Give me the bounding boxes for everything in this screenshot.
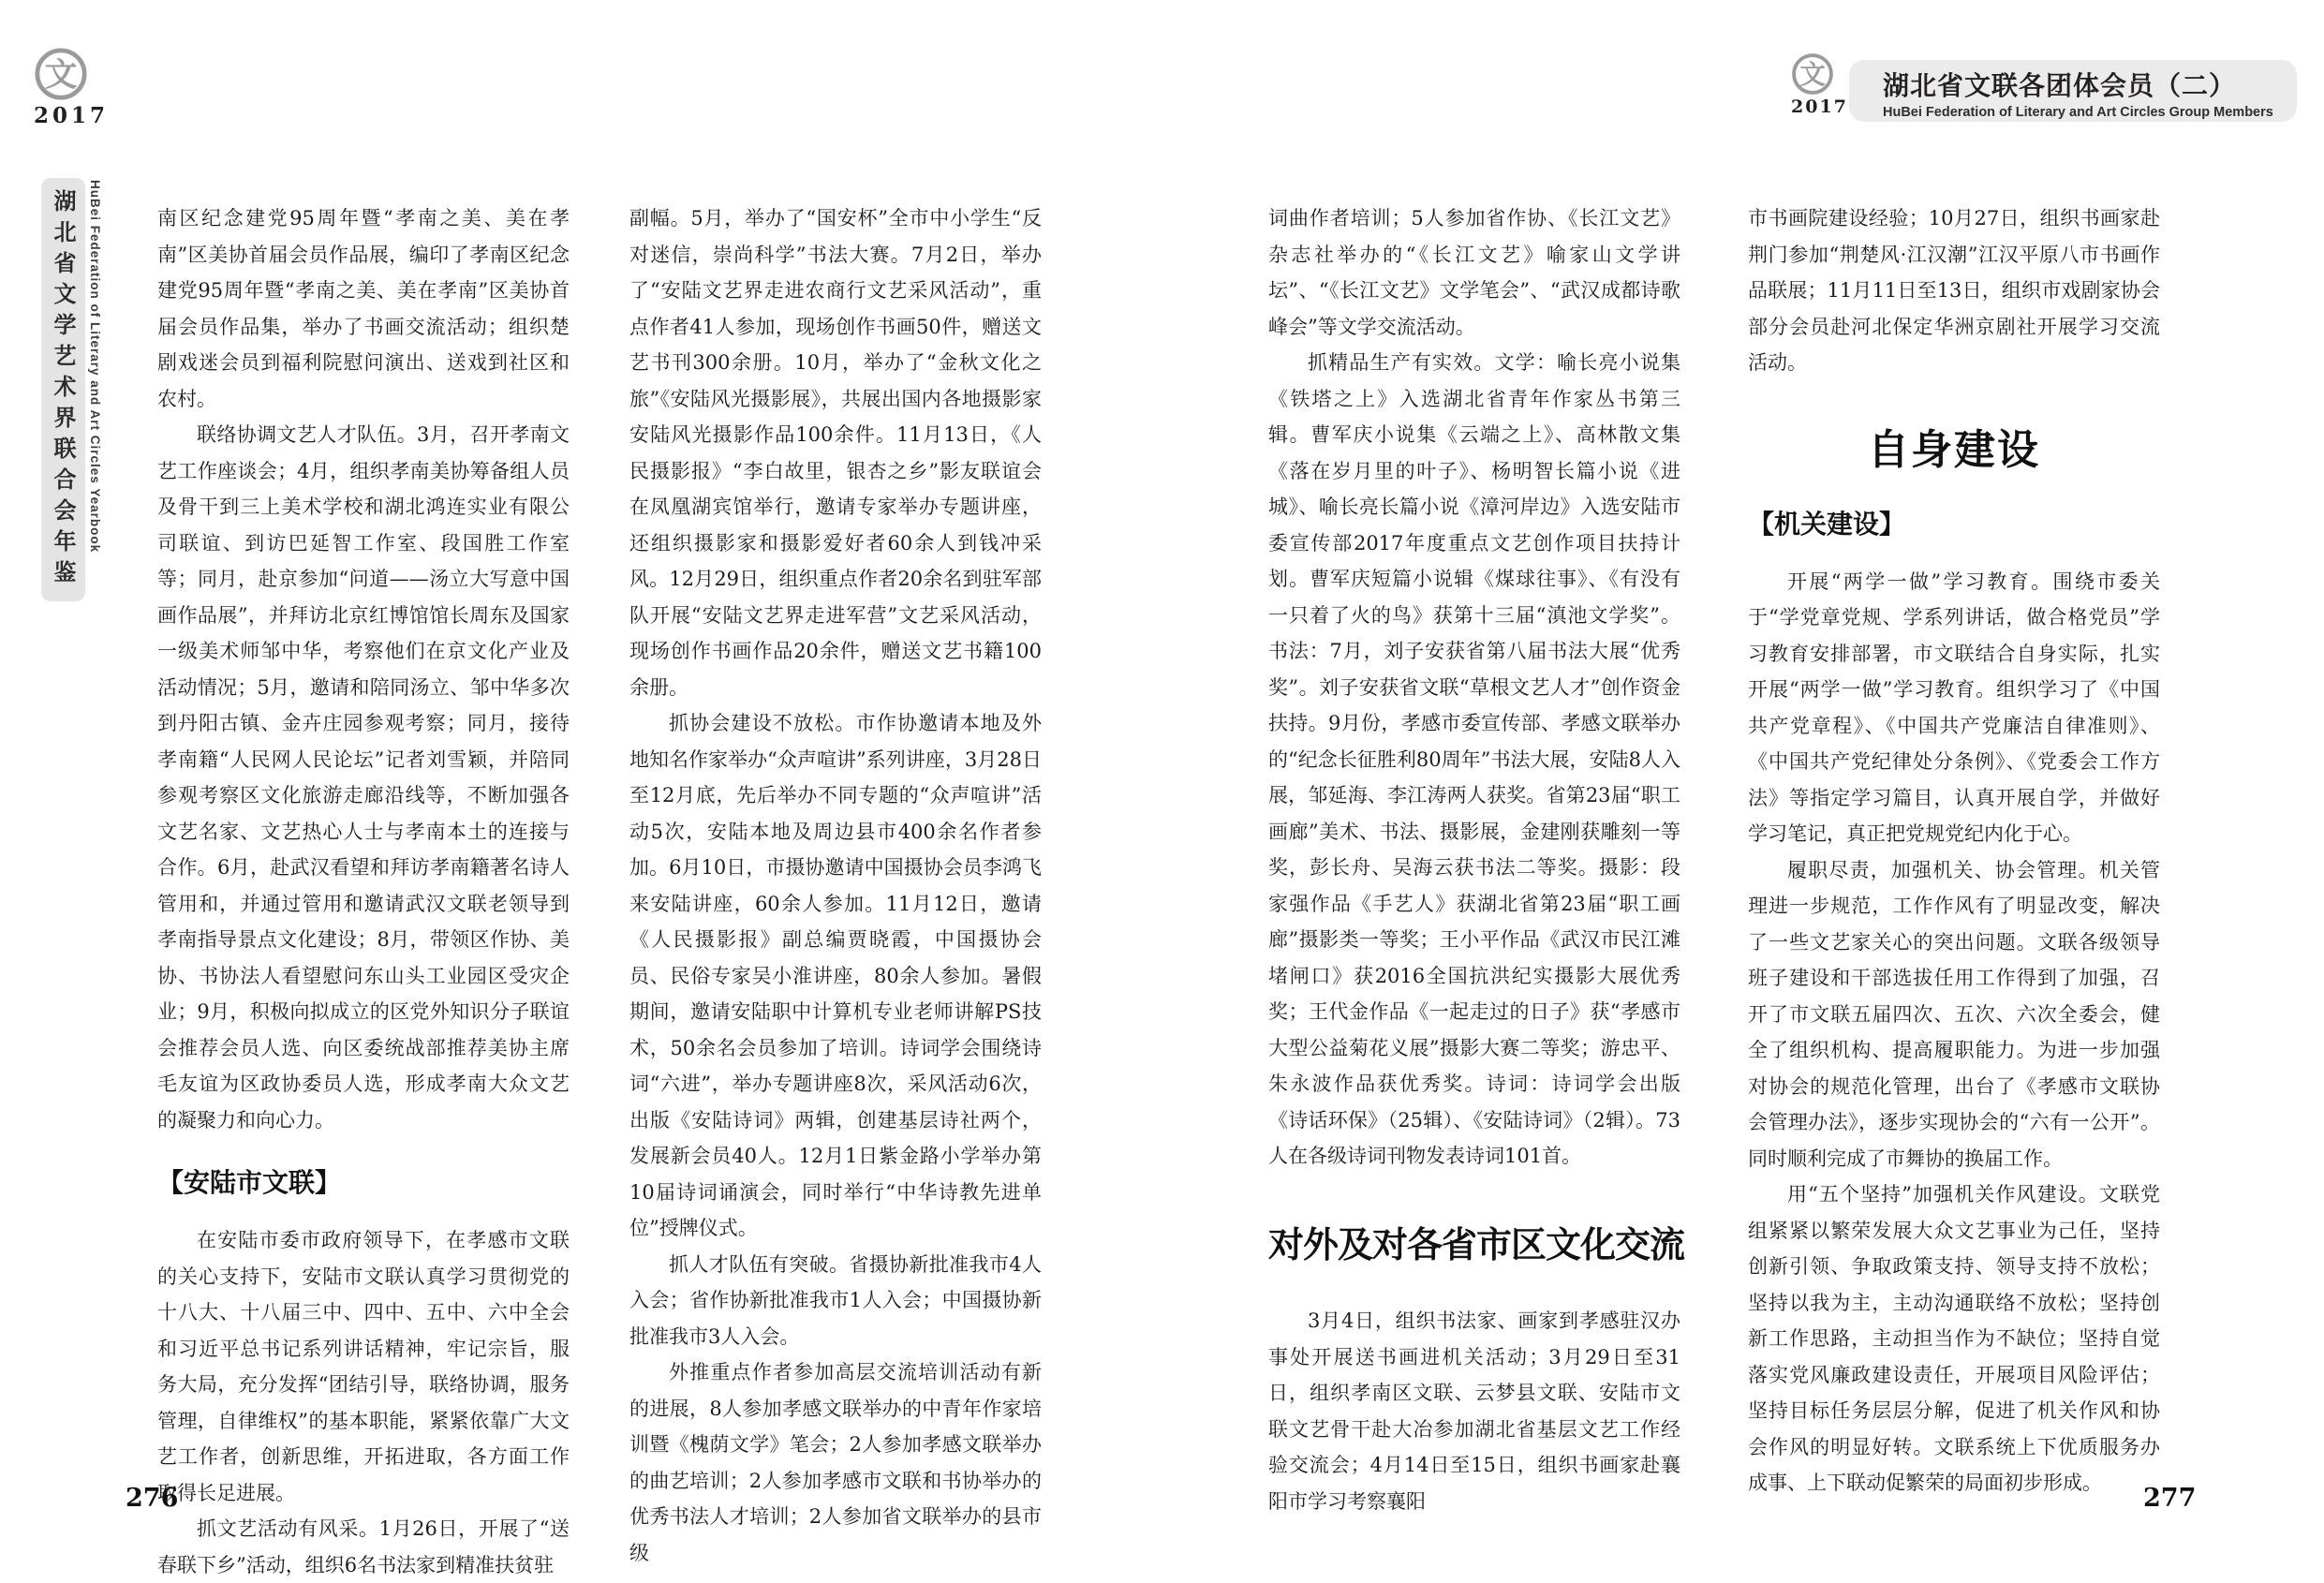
text-column-4 — [1748, 200, 2160, 1502]
page-number-left: 276 — [126, 1484, 179, 1513]
section-heading-self-construction: 自身建设 — [1868, 425, 2040, 474]
yearbook-title-cn: 湖北省文学艺术界联合会年鉴 — [50, 188, 77, 591]
body-paragraph: 抓协会建设不放松。市作协邀请本地及外地知名作家举办“众声喧讲”系列讲座，3月28日至12月底，先后举办不同专题的“众声喧讲”活动5次，安陆本地及周边县市400余名作者参加。6月10日，市摄协邀请中国摄协会员李鸿飞来安陆讲座，60余人参加。11月12日，邀请《人民摄影报》副总编贾晓霞，中国摄协会员、民俗专家吴小淮讲座，80余人参加。暑假期间，邀请安陆职中计算机专业老师讲解PS技术，50余名会员参加了培训。诗词学会围绕诗词“六进”，举办专题讲座8次，采风活动6次，出版《安陆诗词》两辑，创建基层诗社两个，发展新会员40人。12月1日紫金路小学举办第10届诗词诵演会，同时举行“中华诗教先进单位”授牌仪式。 — [629, 712, 1042, 1239]
body-paragraph: 南区纪念建党95周年暨“孝南之美、美在孝南”区美协首届会员作品展，编印了孝南区纪念建党95周年暨“孝南之美、美在孝南”区美协首届会员作品集，举办了书画交流活动；组织楚剧戏迷会员到福利院慰问演出、送戏到社区和农村。 — [157, 207, 570, 410]
svg-text:文: 文 — [1799, 58, 1826, 90]
yearbook-logo — [34, 47, 110, 128]
body-paragraph: 词曲作者培训；5人参加省作协、《长江文艺》杂志社举办的“《长江文艺》喻家山文学讲坛”、“《长江文艺》文学笔会”、“武汉成都诗歌峰会”等文学交流活动。 — [1268, 207, 1680, 338]
body-paragraph: 开展“两学一做”学习教育。围绕市委关于“学党章党规、学系列讲话，做合格党员”学习教育安排部署，市文联结合自身实际，扎实开展“两学一做”学习教育。组织学习了《中国共产党章程》、《中国共产党廉洁自律准则》、《中国共产党纪律处分条例》、《党委会工作方法》等指定学习篇目，认真开展自学，并做好学习笔记，真正把党规党纪内化于心。 — [1748, 570, 2160, 846]
body-paragraph: 履职尽责，加强机关、协会管理。机关管理进一步规范，工作作风有了明显改变，解决了一些文艺家关心的突出问题。文联各级领导班子建设和干部选拔任用工作得到了加强，召开了市文联五届四次、五次、六次全委会，健全了组织机构、提高履职能力。为进一步加强对协会的规范化管理，出台了《孝感市文联协会管理办法》，逐步实现协会的“六有一公开”。同时顺利完成了市舞协的换届工作。 — [1748, 858, 2160, 1170]
entry-heading-anlu-federation: 【安陆市文联】 — [157, 1167, 342, 1198]
body-paragraph: 抓精品生产有实效。文学：喻长亮小说集《铁塔之上》入选湖北省青年作家丛书第三辑。曹军庆小说集《云端之上》、高林散文集《落在岁月里的叶子》、杨明智长篇小说《进城》、喻长亮长篇小说《漳河岸边》入选安陆市委宣传部2017年度重点文艺创作项目扶持计划。曹军庆短篇小说辑《煤球往事》、《有没有一只着了火的鸟》获第十三届“滇池文学奖”。书法：7月，刘子安获省第八届书法大展“优秀奖”。刘子安获省文联“草根文艺人才”创作资金扶持。9月份，孝感市委宣传部、孝感文联举办的“纪念长征胜利80周年”书法大展，安陆8人入展，邹延海、李江涛两人获奖。省第23届“职工画廊”美术、书法、摄影展，金建刚获雕刻一等奖，彭长舟、吴海云获书法二等奖。摄影：段家强作品《手艺人》获湖北省第23届“职工画廊”摄影类一等奖；王小平作品《武汉市民江滩堵闸口》获2016全国抗洪纪实摄影大展优秀奖；王代金作品《一起走过的日子》获“孝感市大型公益菊花义展”摄影大赛二等奖；游忠平、朱永波作品获优秀奖。诗词：诗词学会出版《诗话环保》（25辑）、《安陆诗词》（2辑）。73人在各级诗词刊物发表诗词101首。 — [1268, 351, 1680, 1167]
body-paragraph: 抓人才队伍有突破。省摄协新批准我市4人入会；省作协新批准我市1人入会；中国摄协新批准我市3人入会。 — [629, 1252, 1042, 1348]
text-column-3 — [1268, 200, 1685, 1519]
entry-heading-organ-construction: 【机关建设】 — [1748, 508, 1906, 540]
text-column-1 — [157, 200, 570, 1583]
body-paragraph: 抓文艺活动有风采。1月26日，开展了“送春联下乡”活动，组织6名书法家到精准扶贫驻 — [157, 1517, 570, 1576]
body-paragraph: 副幅。5月，举办了“国安杯”全市中小学生“反对迷信，崇尚科学”书法大赛。7月2日，举办了“安陆文艺界走进农商行文艺采风活动”，重点作者41人参加，现场创作书画50件，赠送文艺书刊300余册。10月，举办了“金秋文化之旅”《安陆风光摄影展》，共展出国内各地摄影家安陆风光摄影作品100余件。11月13日，《人民摄影报》“李白故里，银杏之乡”影友联谊会在凤凰湖宾馆举行，邀请专家举办专题讲座，还组织摄影家和摄影爱好者60余人到钱冲采风。12月29日，组织重点作者20余名到驻军部队开展“安陆文艺界走进军营”文艺采风活动，现场创作书画作品20余件，赠送文艺书籍100余册。 — [629, 207, 1042, 699]
chapter-header-bar — [1849, 60, 2297, 122]
body-paragraph: 3月4日，组织书法家、画家到孝感驻汉办事处开展送书画进机关活动；3月29日至31日，组织孝南区文联、云梦县文联、安陆市文联文艺骨干赴大冶参加湖北省基层文艺工作经验交流会；4月14日至15日，组织书画家赴襄阳市学习考察襄阳 — [1268, 1309, 1680, 1513]
body-paragraph: 在安陆市委市政府领导下，在孝感市文联的关心支持下，安陆市文联认真学习贯彻党的十八大、十八届三中、四中、五中、六中全会和习近平总书记系列讲话精神，牢记宗旨，服务大局，充分发挥“团结引导，联络协调，服务管理，自律维权”的基本职能，紧紧依靠广大文艺工作者，创新思维，开拓进取，各方面工作取得长足进展。 — [157, 1229, 570, 1504]
body-paragraph: 用“五个坚持”加强机关作风建设。文联党组紧紧以繁荣发展大众文艺事业为己任，坚持创新引领、争取政策支持、领导支持不放松；坚持以我为主，主动沟通联络不放松；坚持创新工作思路，主动担当作为不缺位；坚持自觉落实党风廉政建设责任，开展项目风险评估；坚持目标任务层层分解，促进了机关作风和协会作风的明显好转。文联系统上下优质服务办成事、上下联动促繁荣的局面初步形成。 — [1748, 1183, 2160, 1495]
section-heading-external-exchange: 对外及对各省市区文化交流 — [1268, 1223, 1685, 1265]
chapter-title-en: HuBei Federation of Literary and Art Circles Group Members — [1883, 105, 2273, 120]
federation-emblem-icon — [34, 47, 88, 101]
svg-text:文: 文 — [44, 55, 78, 95]
body-paragraph: 外推重点作者参加高层交流培训活动有新的进展，8人参加孝感文联举办的中青年作家培训暨《槐荫文学》笔会；2人参加孝感文联举办的曲艺培训；2人参加孝感市文联和书协举办的优秀书法人才培训；2人参加省文联举办的县市级 — [629, 1361, 1042, 1564]
chapter-logo — [1791, 52, 1848, 117]
sidebar-title-bar — [41, 178, 85, 601]
yearbook-title-en: HuBei Federation of Literary and Art Circles Yearbook — [88, 180, 102, 554]
year-label: 2017 — [34, 103, 110, 128]
body-paragraph: 市书画院建设经验；10月27日，组织书画家赴荆门参加“荆楚风·江汉潮”江汉平原八市书画作品联展；11月11日至13日，组织市戏剧家协会部分会员赴河北保定华洲京剧社开展学习交流活动。 — [1748, 207, 2160, 374]
year-label: 2017 — [1791, 96, 1848, 117]
chapter-title-cn: 湖北省文联各团体会员（二） — [1883, 70, 2237, 101]
text-column-2 — [629, 200, 1042, 1571]
page-number-right: 277 — [2143, 1484, 2197, 1513]
federation-emblem-icon — [1791, 52, 1834, 96]
body-paragraph: 联络协调文艺人才队伍。3月，召开孝南文艺工作座谈会；4月，组织孝南美协筹备组人员及骨干到三上美术学校和湖北鸿连实业有限公司联谊、到访巴延智工作室、段国胜工作室等；同月，赴京参加“问道——汤立大写意中国画作品展”，并拜访北京红博馆馆长周东及国家一级美术师邹中华，考察他们在京文化产业及活动情况；5月，邀请和陪同汤立、邹中华多次到丹阳古镇、金卉庄园参观考察；同月，接待孝南籍“人民网人民论坛”记者刘雪颖，并陪同参观考察区文化旅游走廊沿线等，不断加强各文艺名家、文艺热心人士与孝南本土的连接与合作。6月，赴武汉看望和拜访孝南籍著名诗人管用和，并通过管用和邀请武汉文联老领导到孝南指导景点文化建设；8月，带领区作协、美协、书协法人看望慰问东山头工业园区受灾企业；9月，积极向拟成立的区党外知识分子联谊会推荐会员人选、向区委统战部推荐美协主席毛友谊为区政协委员人选，形成孝南大众文艺的凝聚力和向心力。 — [157, 423, 570, 1132]
